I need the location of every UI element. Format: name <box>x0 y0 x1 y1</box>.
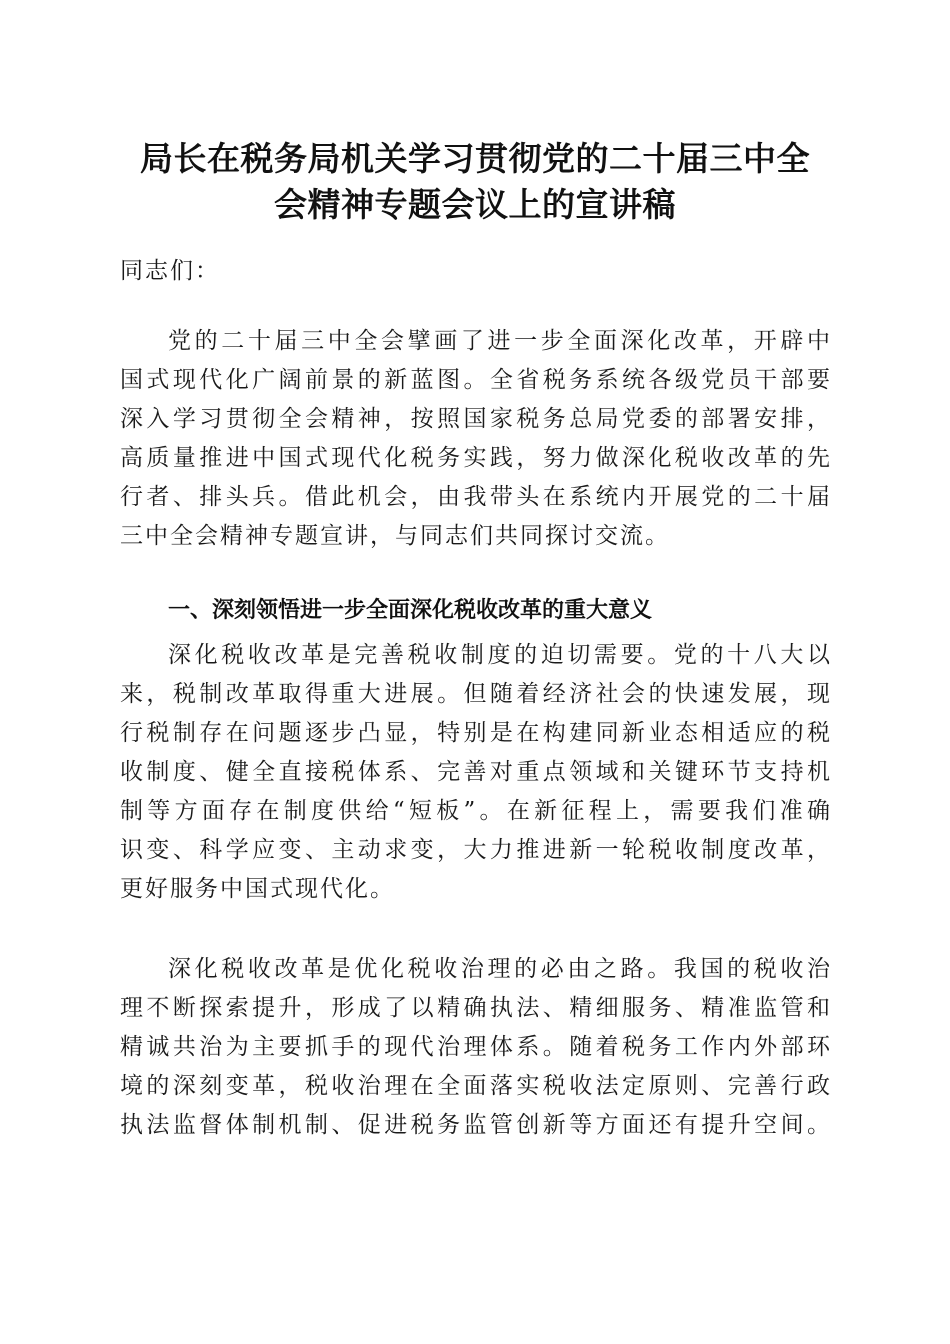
paragraph-line: 更好服务中国式现代化。 <box>120 876 395 902</box>
document-title <box>118 136 832 228</box>
paragraph-line: 收制度、健全直接税体系、完善对重点领域和关键环节支持机 <box>120 759 830 785</box>
paragraph-tax-governance <box>120 950 830 1145</box>
paragraph-line: 精诚共治为主要抓手的现代治理体系。随着税务工作内外部环 <box>120 1034 830 1060</box>
salutation: 同志们： <box>120 258 220 284</box>
paragraph-line: 制等方面存在制度供给“短板”。在新征程上，需要我们准确 <box>120 798 830 824</box>
paragraph-line: 境的深刻变革，税收治理在全面落实税收法定原则、完善行政 <box>120 1073 830 1099</box>
paragraph-line: 深化税收改革是优化税收治理的必由之路。我国的税收治 <box>168 956 830 982</box>
paragraph-line: 高质量推进中国式现代化税务实践，努力做深化税收改革的先 <box>120 445 830 471</box>
paragraph-intro <box>120 322 830 556</box>
paragraph-line: 国式现代化广阔前景的新蓝图。全省税务系统各级党员干部要 <box>120 367 830 393</box>
section-heading: 一、深刻领悟进一步全面深化税收改革的重大意义 <box>168 598 653 623</box>
paragraph-line: 三中全会精神专题宣讲，与同志们共同探讨交流。 <box>120 523 670 549</box>
paragraph-line: 深化税收改革是完善税收制度的迫切需要。党的十八大以 <box>168 642 830 668</box>
paragraph-line: 行税制存在问题逐步凸显，特别是在构建同新业态相适应的税 <box>120 720 830 746</box>
paragraph-line: 党的二十届三中全会擘画了进一步全面深化改革，开辟中 <box>168 328 830 354</box>
paragraph-line: 深入学习贯彻全会精神，按照国家税务总局党委的部署安排， <box>120 406 830 432</box>
paragraph-line: 执法监督体制机制、促进税务监管创新等方面还有提升空间。 <box>120 1112 830 1138</box>
paragraph-tax-system <box>120 636 830 909</box>
paragraph-line: 识变、科学应变、主动求变，大力推进新一轮税收制度改革， <box>120 837 830 863</box>
paragraph-line: 来，税制改革取得重大进展。但随着经济社会的快速发展，现 <box>120 681 830 707</box>
title-line-2: 会精神专题会议上的宣讲稿 <box>274 185 676 224</box>
title-line-1: 局长在税务局机关学习贯彻党的二十届三中全 <box>140 139 810 178</box>
paragraph-line: 理不断探索提升，形成了以精确执法、精细服务、精准监管和 <box>120 995 830 1021</box>
paragraph-line: 行者、排头兵。借此机会，由我带头在系统内开展党的二十届 <box>120 484 830 510</box>
